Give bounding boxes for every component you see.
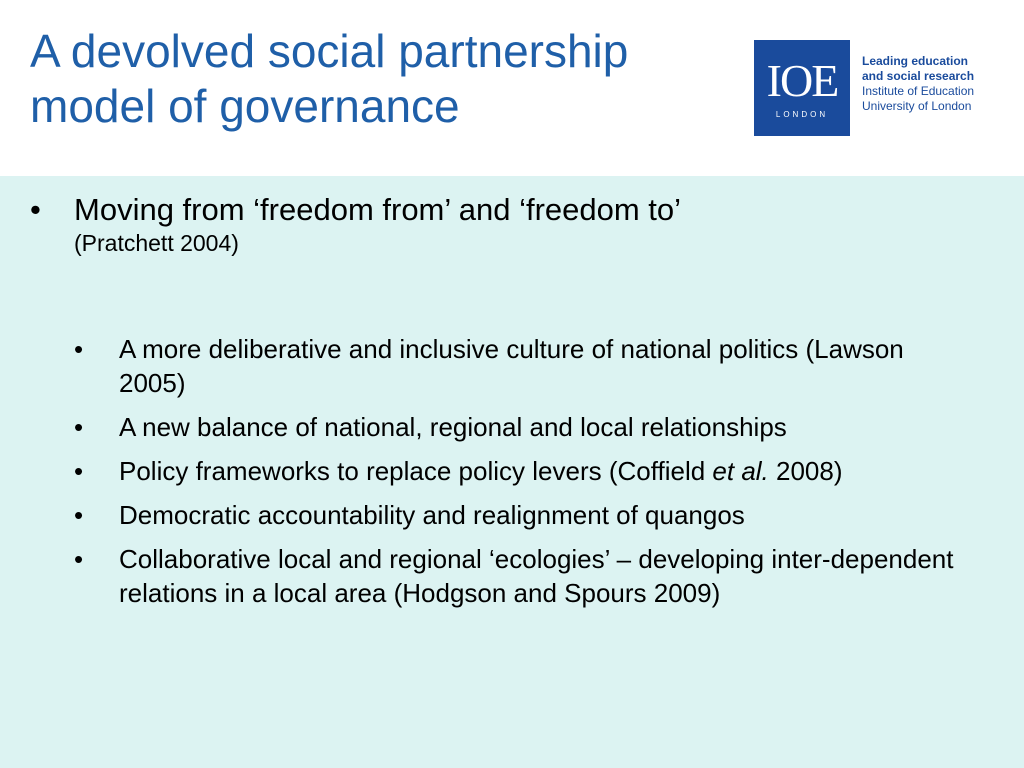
slide-content	[0, 176, 1024, 768]
slide-title-line-1: A devolved social partnership	[30, 25, 629, 77]
sub-bullet-item	[74, 454, 954, 488]
sub-bullet-text: Democratic accountability and realignment of quangos	[119, 500, 745, 530]
sub-bullet-text-after: 2008)	[768, 456, 843, 486]
bullet-icon: •	[74, 412, 84, 442]
main-point-citation: (Pratchett 2004)	[74, 230, 239, 256]
sub-bullet-text: Policy frameworks to replace policy levers (Coffield	[119, 456, 713, 486]
ioe-tagline	[862, 54, 1012, 114]
tagline-regular-line-1: Institute of Education	[862, 84, 975, 98]
main-point-text: Moving from ‘freedom from’ and ‘freedom to’	[74, 192, 682, 227]
tagline-regular-line-2: University of London	[862, 99, 972, 113]
slide-header	[0, 0, 1024, 176]
ioe-logo-sub: LONDON	[775, 110, 829, 119]
ioe-logo	[754, 40, 850, 136]
bullet-icon: •	[74, 456, 84, 486]
slide-title-line-2: model of governance	[30, 80, 460, 132]
bullet-icon: •	[74, 544, 84, 574]
sub-bullet-text: A more deliberative and inclusive culture of national politics (Lawson 2005)	[119, 334, 904, 398]
slide-title	[30, 24, 628, 134]
sub-bullet-item	[74, 498, 954, 532]
ioe-logo-mark: IOE	[766, 55, 838, 106]
tagline-bold-line-1: Leading education	[862, 54, 969, 68]
sub-bullet-item	[74, 542, 954, 610]
sub-bullet-list	[74, 332, 954, 620]
main-bullet-point	[30, 190, 990, 256]
sub-bullet-italic-text: et al.	[712, 456, 769, 486]
bullet-icon: •	[74, 334, 84, 364]
sub-bullet-text: A new balance of national, regional and local relationships	[119, 412, 787, 442]
sub-bullet-item	[74, 332, 954, 400]
tagline-bold-line-2: and social research	[862, 69, 975, 83]
sub-bullet-item	[74, 410, 954, 444]
bullet-icon: •	[30, 192, 41, 227]
bullet-icon: •	[74, 500, 84, 530]
sub-bullet-text: Collaborative local and regional ‘ecologies’ – developing inter-dependent relations in a local area (Hodgson and Spours 2009)	[119, 544, 954, 608]
